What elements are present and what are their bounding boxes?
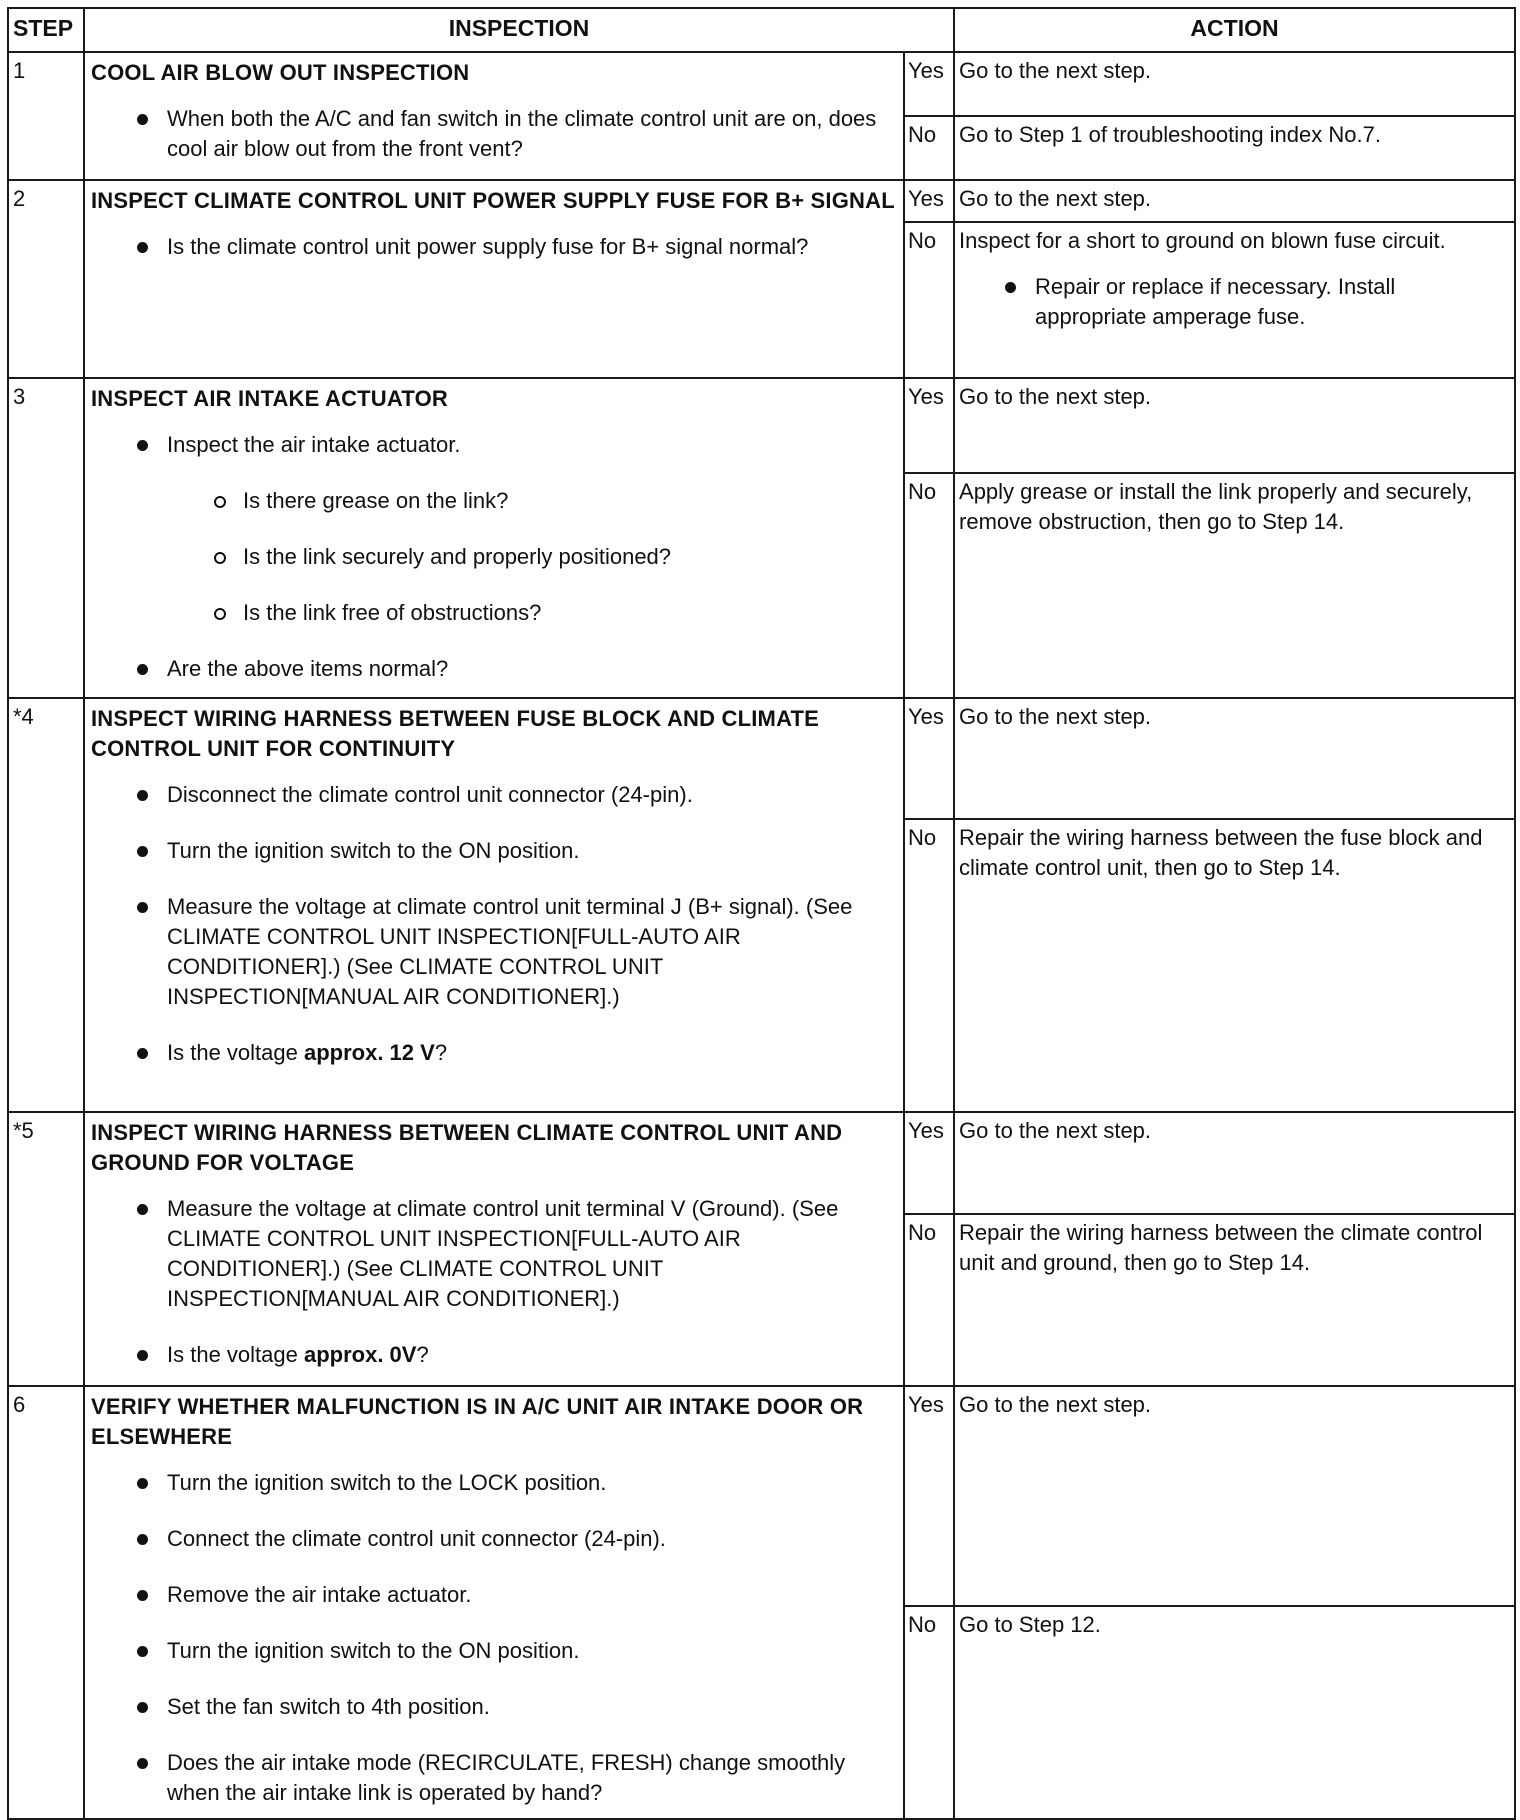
inspection-cell xyxy=(84,180,904,378)
bullet-list xyxy=(91,1194,897,1370)
action-bullet-list xyxy=(959,272,1508,332)
bullet-item: Turn the ignition switch to the ON position. xyxy=(167,1636,897,1666)
step-title: COOL AIR BLOW OUT INSPECTION xyxy=(91,60,470,85)
step-number: 2 xyxy=(8,180,84,378)
bullet-list xyxy=(91,232,897,262)
question-suffix: ? xyxy=(416,1342,429,1367)
no-label: No xyxy=(904,819,954,1112)
yes-label: Yes xyxy=(904,378,954,473)
step-number: 1 xyxy=(8,52,84,180)
step-header: STEP xyxy=(8,8,84,52)
table-row xyxy=(8,378,1515,473)
no-action: Repair the wiring harness between the fuse block and climate control unit, then go to Step 14. xyxy=(954,819,1515,1112)
inspection-cell xyxy=(84,1386,904,1819)
bullet-item: Does the air intake mode (RECIRCULATE, FRESH) change smoothly when the air intake link is operated by hand? xyxy=(167,1748,897,1808)
bullet-item: Is the climate control unit power supply fuse for B+ signal normal? xyxy=(167,232,897,262)
inspection-cell xyxy=(84,1112,904,1386)
table-row xyxy=(8,1112,1515,1214)
step-number: *4 xyxy=(8,698,84,1112)
question-prefix: Is the voltage xyxy=(167,1342,304,1367)
bullet-item: Set the fan switch to 4th position. xyxy=(167,1692,897,1722)
bullet-item xyxy=(167,1340,897,1370)
bullet-item: Measure the voltage at climate control unit terminal J (B+ signal). (See CLIMATE CONTROL UNIT INSPECTION[FULL-AUTO AIR CONDITIONER].) (See CLIMATE CONTROL UNIT INSPECTION[MANUAL AIR CONDITIONER].) xyxy=(167,892,897,1012)
no-label: No xyxy=(904,1606,954,1819)
bullet-text: Inspect the air intake actuator. xyxy=(167,432,461,457)
yes-action: Go to the next step. xyxy=(954,698,1515,819)
yes-label: Yes xyxy=(904,1112,954,1214)
step-title: INSPECT WIRING HARNESS BETWEEN FUSE BLOCK AND CLIMATE CONTROL UNIT FOR CONTINUITY xyxy=(91,706,820,761)
step-title: INSPECT WIRING HARNESS BETWEEN CLIMATE CONTROL UNIT AND GROUND FOR VOLTAGE xyxy=(91,1120,843,1175)
action-header: ACTION xyxy=(954,8,1515,52)
step-number: 3 xyxy=(8,378,84,698)
bullet-item xyxy=(167,430,897,628)
bullet-item: Measure the voltage at climate control unit terminal V (Ground). (See CLIMATE CONTROL UNIT INSPECTION[FULL-AUTO AIR CONDITIONER].) (See CLIMATE CONTROL UNIT INSPECTION[MANUAL AIR CONDITIONER].) xyxy=(167,1194,897,1314)
bullet-item xyxy=(167,1038,897,1068)
inspection-cell xyxy=(84,698,904,1112)
table-row xyxy=(8,1386,1515,1606)
table-row xyxy=(8,698,1515,819)
question-prefix: Is the voltage xyxy=(167,1040,304,1065)
no-label: No xyxy=(904,1214,954,1386)
yes-label: Yes xyxy=(904,1386,954,1606)
action-bullet-item: Repair or replace if necessary. Install appropriate amperage fuse. xyxy=(1035,272,1508,332)
bullet-list xyxy=(91,780,897,1068)
bullet-list xyxy=(91,430,897,684)
step-title: INSPECT AIR INTAKE ACTUATOR xyxy=(91,386,448,411)
step-title: VERIFY WHETHER MALFUNCTION IS IN A/C UNIT AIR INTAKE DOOR OR ELSEWHERE xyxy=(91,1394,864,1449)
no-action-cell xyxy=(954,222,1515,378)
no-label: No xyxy=(904,222,954,378)
step-title: INSPECT CLIMATE CONTROL UNIT POWER SUPPLY FUSE FOR B+ SIGNAL xyxy=(91,188,895,213)
no-action: Inspect for a short to ground on blown fuse circuit. xyxy=(959,228,1446,253)
bullet-item: Remove the air intake actuator. xyxy=(167,1580,897,1610)
question-value: approx. 12 V xyxy=(303,1040,435,1065)
yes-action: Go to the next step. xyxy=(954,180,1515,222)
table-row xyxy=(8,52,1515,116)
sub-bullet-item: Is the link free of obstructions? xyxy=(243,598,897,628)
bullet-item: Disconnect the climate control unit connector (24-pin). xyxy=(167,780,897,810)
sub-bullet-item: Is there grease on the link? xyxy=(243,486,897,516)
bullet-item: Are the above items normal? xyxy=(167,654,897,684)
step-number: *5 xyxy=(8,1112,84,1386)
yes-action: Go to the next step. xyxy=(954,1386,1515,1606)
bullet-list xyxy=(91,104,897,164)
step-number: 6 xyxy=(8,1386,84,1819)
inspection-header: INSPECTION xyxy=(84,8,954,52)
yes-action: Go to the next step. xyxy=(954,52,1515,116)
no-action: Go to Step 12. xyxy=(954,1606,1515,1819)
bullet-item: Turn the ignition switch to the ON position. xyxy=(167,836,897,866)
inspection-cell xyxy=(84,52,904,180)
bullet-item: When both the A/C and fan switch in the climate control unit are on, does cool air blow out from the front vent? xyxy=(167,104,897,164)
question-suffix: ? xyxy=(434,1040,448,1065)
yes-label: Yes xyxy=(904,698,954,819)
sub-bullet-list xyxy=(167,486,897,628)
yes-action: Go to the next step. xyxy=(954,378,1515,473)
question-value: approx. 0V xyxy=(303,1342,417,1367)
yes-action: Go to the next step. xyxy=(954,1112,1515,1214)
bullet-item: Connect the climate control unit connector (24-pin). xyxy=(167,1524,897,1554)
bullet-item: Turn the ignition switch to the LOCK position. xyxy=(167,1468,897,1498)
no-label: No xyxy=(904,473,954,698)
yes-label: Yes xyxy=(904,180,954,222)
bullet-list xyxy=(91,1468,897,1808)
header-row xyxy=(8,8,1515,52)
no-action: Go to Step 1 of troubleshooting index No.7. xyxy=(954,116,1515,180)
yes-label: Yes xyxy=(904,52,954,116)
inspection-cell xyxy=(84,378,904,698)
no-action: Apply grease or install the link properly and securely, remove obstruction, then go to Step 14. xyxy=(954,473,1515,698)
table-row xyxy=(8,180,1515,222)
no-label: No xyxy=(904,116,954,180)
troubleshooting-table xyxy=(7,7,1516,1820)
no-action: Repair the wiring harness between the climate control unit and ground, then go to Step 14. xyxy=(954,1214,1515,1386)
sub-bullet-item: Is the link securely and properly positioned? xyxy=(243,542,897,572)
